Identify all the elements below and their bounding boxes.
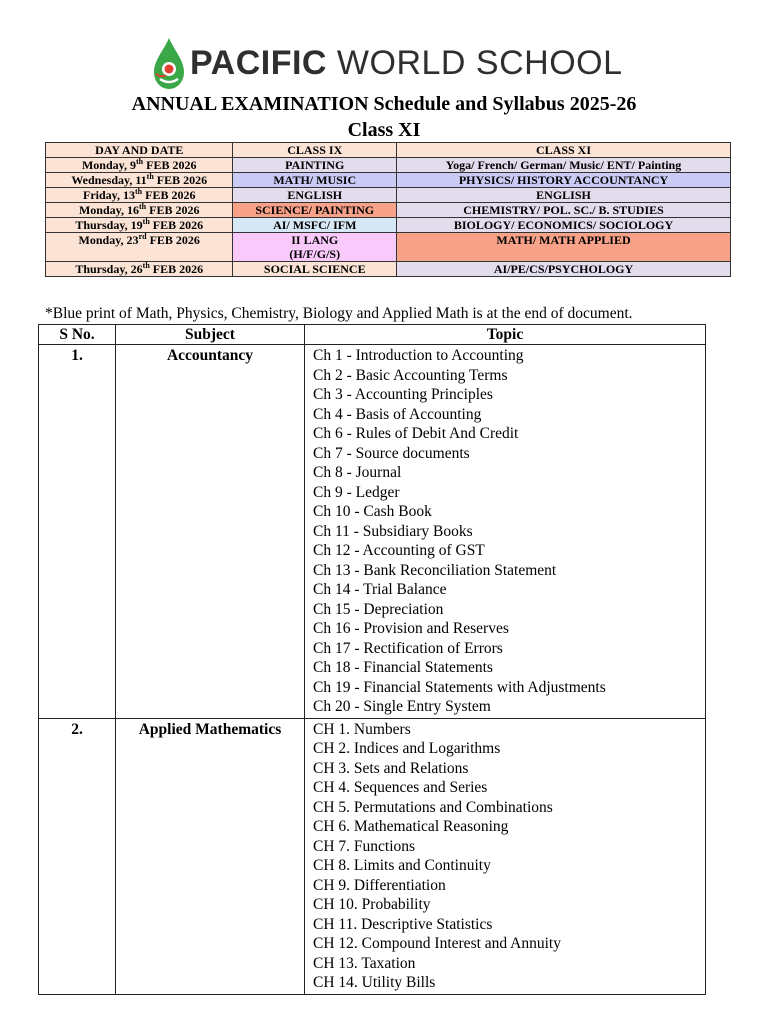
- topic-header: Topic: [305, 325, 706, 345]
- serial-number: 2.: [39, 718, 116, 994]
- school-logo-icon: [152, 38, 186, 90]
- schedule-row: [46, 158, 731, 173]
- topic-item: CH 2. Indices and Logarithms: [313, 740, 501, 757]
- schedule-row: [46, 262, 731, 277]
- class-xi-subject-cell: ENGLISH: [397, 188, 731, 203]
- date-suffix: th: [139, 202, 147, 211]
- date-suffix: th: [146, 172, 154, 181]
- schedule-row: [46, 188, 731, 203]
- topic-list: [305, 345, 706, 719]
- exam-day: Wednesday, 11: [71, 173, 147, 187]
- exam-month-year: FEB 2026: [146, 233, 200, 247]
- schedule-row: [46, 173, 731, 188]
- exam-day: Thursday, 19: [75, 218, 143, 232]
- school-name-light: WORLD SCHOOL: [326, 44, 623, 82]
- topic-list: [305, 718, 706, 994]
- topic-item: Ch 14 - Trial Balance: [313, 581, 447, 598]
- topic-item: Ch 3 - Accounting Principles: [313, 386, 493, 403]
- schedule-row: [46, 218, 731, 233]
- class-ix-subject-cell: [233, 218, 397, 233]
- exam-day: Friday, 13: [82, 188, 135, 202]
- exam-schedule-table: [45, 142, 731, 277]
- topic-item: Ch 12 - Accounting of GST: [313, 542, 485, 559]
- topic-item: Ch 20 - Single Entry System: [313, 698, 491, 715]
- date-suffix: th: [135, 187, 143, 196]
- syllabus-row: [39, 718, 706, 994]
- exam-month-year: FEB 2026: [149, 262, 204, 276]
- schedule-header-cell: CLASS IX: [233, 143, 397, 158]
- topic-item: Ch 16 - Provision and Reserves: [313, 620, 509, 637]
- topic-item: CH 7. Functions: [313, 837, 416, 855]
- date-suffix: th: [142, 261, 150, 270]
- topic-item: CH 11. Descriptive Statistics: [313, 915, 493, 933]
- schedule-header-cell: CLASS XI: [397, 143, 731, 158]
- class-xi-subject-cell: MATH/ MATH APPLIED: [397, 233, 731, 262]
- class-ix-subject: AI/ MSFC/ IFM: [273, 218, 357, 232]
- topic-item: Ch 6 - Rules of Debit And Credit: [313, 425, 519, 442]
- class-xi-subject-cell: CHEMISTRY/ POL. SC./ B. STUDIES: [397, 203, 731, 218]
- topic-item: CH 14. Utility Bills: [313, 974, 436, 991]
- exam-day: Monday, 16: [78, 203, 139, 217]
- topic-item: Ch 1 - Introduction to Accounting: [313, 347, 524, 364]
- topic-item: CH 9. Differentiation: [313, 876, 446, 894]
- subject-header: Subject: [116, 325, 305, 345]
- class-ix-subject: MATH/ MUSIC: [273, 173, 357, 187]
- exam-date-cell: [46, 233, 233, 262]
- page-title: ANNUAL EXAMINATION Schedule and Syllabus 2025-26: [131, 93, 637, 115]
- class-xi-subject-cell: BIOLOGY/ ECONOMICS/ SOCIOLOGY: [397, 218, 731, 233]
- topic-item: Ch 18 - Financial Statements: [313, 659, 493, 676]
- topic-item: Ch 7 - Source documents: [313, 444, 470, 462]
- class-ix-subject: II LANG: [291, 233, 339, 247]
- topic-item: CH 12. Compound Interest and Annuity: [313, 935, 561, 952]
- exam-date-cell: [46, 188, 233, 203]
- class-ix-subject: PAINTING: [285, 158, 345, 172]
- schedule-row: [46, 233, 731, 262]
- exam-day: Monday, 9: [81, 158, 136, 172]
- syllabus-row: [39, 345, 706, 719]
- class-xi-subject-cell: AI/PE/CS/PSYCHOLOGY: [397, 262, 731, 277]
- topic-item: CH 1. Numbers: [313, 720, 411, 738]
- date-suffix: th: [142, 217, 150, 226]
- exam-month-year: FEB 2026: [143, 158, 197, 172]
- topic-item: CH 4. Sequences and Series: [313, 779, 488, 796]
- date-suffix: th: [136, 157, 144, 166]
- exam-day: Thursday, 26: [75, 262, 143, 276]
- class-ix-subject-cell: [233, 158, 397, 173]
- exam-month-year: FEB 2026: [153, 173, 208, 187]
- exam-date-cell: [46, 203, 233, 218]
- exam-month-year: FEB 2026: [149, 218, 204, 232]
- topic-item: Ch 4 - Basis of Accounting: [313, 405, 482, 423]
- topic-item: CH 6. Mathematical Reasoning: [313, 818, 509, 835]
- topic-item: Ch 9 - Ledger: [313, 483, 400, 501]
- school-header: [0, 34, 768, 94]
- topic-item: Ch 11 - Subsidiary Books: [313, 522, 473, 540]
- exam-day: Monday, 23: [78, 233, 139, 247]
- exam-date-cell: [46, 158, 233, 173]
- class-xi-subject-cell: Yoga/ French/ German/ Music/ ENT/ Painting: [397, 158, 731, 173]
- topic-item: Ch 10 - Cash Book: [313, 503, 432, 520]
- class-ix-subject: SCIENCE/ PAINTING: [255, 203, 375, 217]
- exam-month-year: FEB 2026: [146, 203, 200, 217]
- topic-item: Ch 13 - Bank Reconciliation Statement: [313, 561, 557, 579]
- topic-item: Ch 17 - Rectification of Errors: [313, 639, 503, 657]
- class-ix-subject-cell: [233, 233, 397, 262]
- blueprint-note: *Blue print of Math, Physics, Chemistry, Biology and Applied Math is at the end of document.: [45, 305, 633, 322]
- serial-number: 1.: [39, 345, 116, 719]
- topic-item: CH 10. Probability: [313, 896, 431, 913]
- class-ix-subject-detail: (H/F/G/S): [289, 247, 341, 261]
- syllabus-table: [38, 324, 706, 995]
- topic-item: CH 3. Sets and Relations: [313, 759, 469, 777]
- class-ix-subject-cell: [233, 173, 397, 188]
- topic-item: CH 5. Permutations and Combinations: [313, 798, 553, 816]
- syllabus-header-row: [39, 325, 706, 345]
- exam-date-cell: [46, 262, 233, 277]
- schedule-row: [46, 203, 731, 218]
- class-ix-subject-cell: [233, 203, 397, 218]
- schedule-header-row: [46, 143, 731, 158]
- class-ix-subject: ENGLISH: [287, 188, 343, 202]
- class-ix-subject: SOCIAL SCIENCE: [263, 262, 366, 276]
- exam-month-year: FEB 2026: [142, 188, 196, 202]
- topic-item: Ch 8 - Journal: [313, 464, 402, 481]
- sno-header: S No.: [39, 325, 116, 345]
- exam-date-cell: [46, 218, 233, 233]
- topic-item: Ch 15 - Depreciation: [313, 600, 444, 618]
- subject-name: Accountancy: [116, 345, 305, 719]
- topic-item: Ch 2 - Basic Accounting Terms: [313, 366, 508, 384]
- class-xi-subject-cell: PHYSICS/ HISTORY ACCOUNTANCY: [397, 173, 731, 188]
- schedule-header-cell: DAY AND DATE: [46, 143, 233, 158]
- class-ix-subject-cell: [233, 188, 397, 203]
- class-ix-subject-cell: [233, 262, 397, 277]
- school-name: [190, 44, 623, 82]
- date-suffix: rd: [138, 232, 147, 241]
- page-subtitle: Class XI: [347, 119, 421, 141]
- topic-item: CH 13. Taxation: [313, 954, 416, 972]
- topic-item: CH 8. Limits and Continuity: [313, 857, 491, 874]
- subject-name: Applied Mathematics: [116, 718, 305, 994]
- school-name-bold: PACIFIC: [190, 44, 327, 82]
- topic-item: Ch 19 - Financial Statements with Adjustments: [313, 678, 606, 696]
- exam-date-cell: [46, 173, 233, 188]
